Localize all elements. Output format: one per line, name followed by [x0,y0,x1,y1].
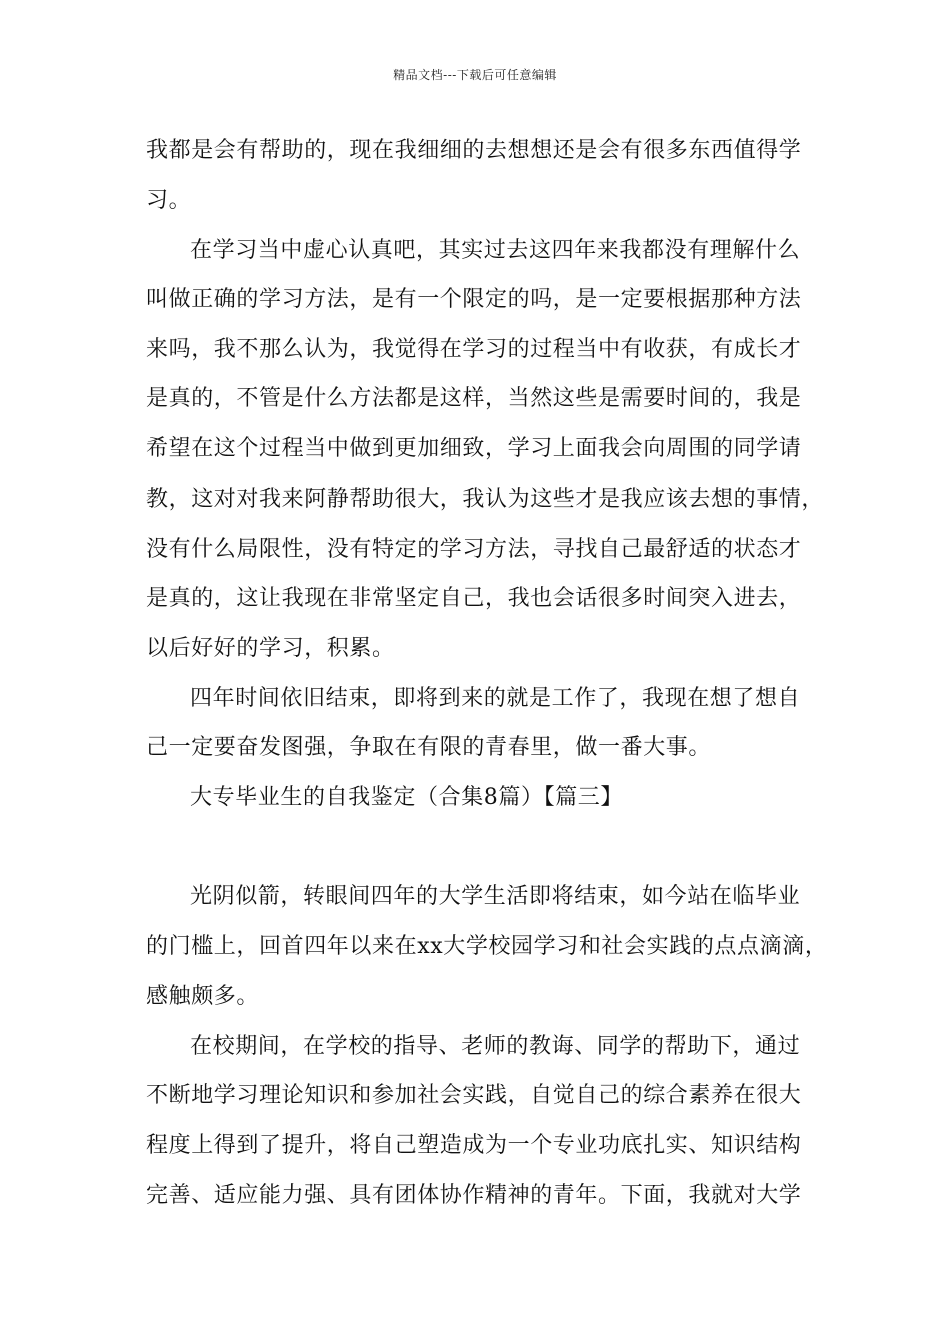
text-line: 的门槛上，回首四年以来在xx大学校园学习和社会实践的点点滴滴， [146,934,828,959]
text-line: 感触颇多。 [146,984,260,1009]
section-heading: 大专毕业生的自我鉴定（合集8篇）【篇三】 [190,785,623,810]
text-line: 以后好好的学习，积累。 [146,636,395,661]
text-line: 是真的，不管是什么方法都是这样，当然这些是需要时间的，我是 [146,386,802,411]
text-line: 习。 [146,188,192,213]
text-line: 我都是会有帮助的，现在我细细的去想想还是会有很多东西值得学 [146,138,802,163]
text-line: 完善、适应能力强、具有团体协作精神的青年。下面，我就对大学 [146,1183,802,1208]
paragraph-first-line: 在学习当中虚心认真吧，其实过去这四年来我都没有理解什么 [190,238,801,263]
paragraph-first-line: 四年时间依旧结束，即将到来的就是工作了，我现在想了想自 [190,686,801,711]
paragraph-first-line: 在校期间，在学校的指导、老师的教诲、同学的帮助下，通过 [190,1034,801,1059]
text-line: 不断地学习理论知识和参加社会实践，自觉自己的综合素养在很大 [146,1083,802,1108]
text-line: 是真的，这让我现在非常坚定自己，我也会话很多时间突入进去， [146,586,802,611]
text-line: 程度上得到了提升，将自己塑造成为一个专业功底扎实、知识结构 [146,1133,802,1158]
text-line: 希望在这个过程当中做到更加细致，学习上面我会向周围的同学请 [146,436,802,461]
text-line: 没有什么局限性，没有特定的学习方法，寻找自己最舒适的状态才 [146,537,802,562]
paragraph-first-line: 光阴似箭，转眼间四年的大学生活即将结束，如今站在临毕业 [190,884,801,909]
text-line: 来吗，我不那么认为，我觉得在学习的过程当中有收获，有成长才 [146,337,802,362]
text-line: 己一定要奋发图强，争取在有限的青春里，做一番大事。 [146,735,712,760]
text-line: 叫做正确的学习方法，是有一个限定的吗，是一定要根据那种方法 [146,287,802,312]
page-header: 精品文档---下载后可任意编辑 [393,68,557,82]
text-line: 教，这对对我来阿静帮助很大，我认为这些才是我应该去想的事情， [146,487,825,512]
